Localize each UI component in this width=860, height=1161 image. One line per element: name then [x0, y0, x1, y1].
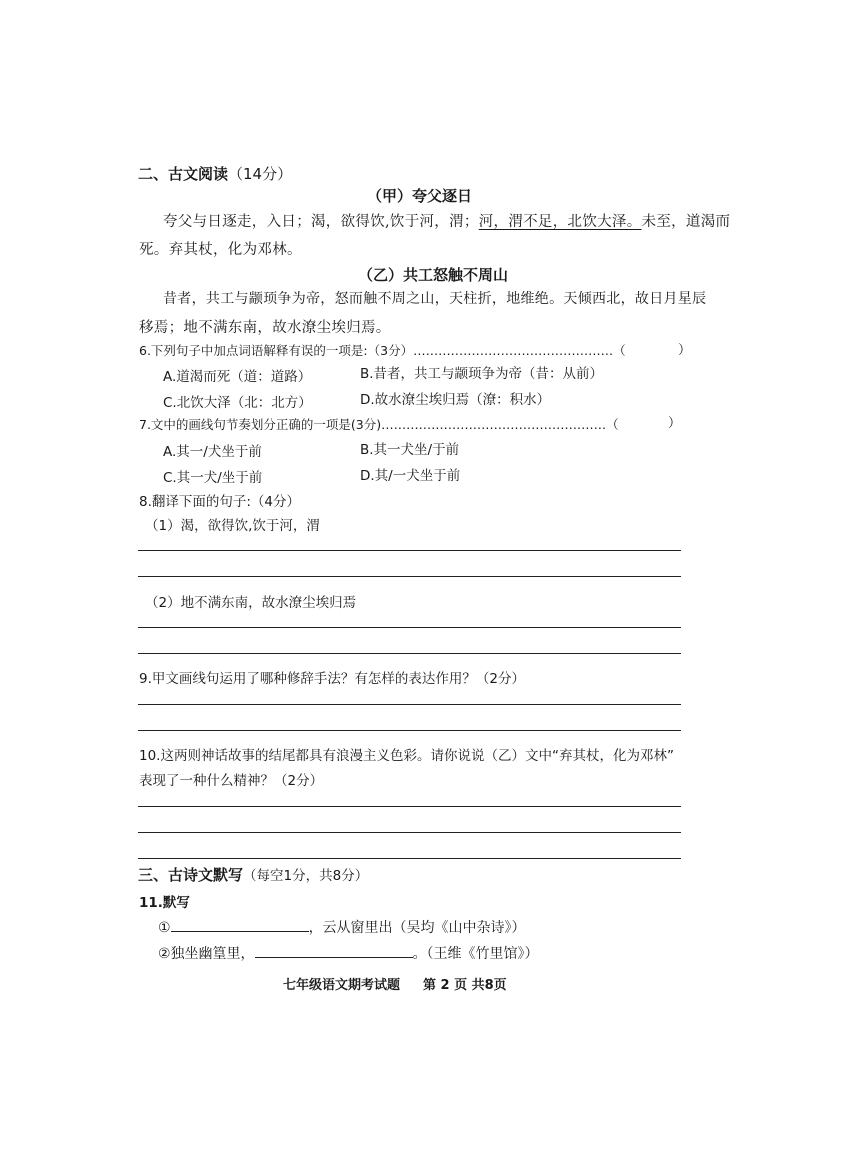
section-2-score: （14分）: [228, 165, 293, 183]
q8-answer-line-1[interactable]: [138, 550, 681, 551]
passage-a-title: （甲）夸父逐日: [367, 187, 473, 205]
passage-b-line-1: 昔者，共工与颛顼争为帝，怒而触不周之山，天柱折，地维绝。天倾西北，故日月星辰: [163, 291, 707, 307]
q10-answer-line-1[interactable]: [138, 806, 681, 807]
section-3-title: 三、古诗文默写: [138, 866, 244, 884]
section-2-title: 二、古文阅读: [138, 165, 229, 183]
q10-stem-line-2: 表现了一种什么精神？（2分）: [139, 773, 324, 789]
q8-answer-line-2[interactable]: [138, 576, 681, 577]
q8-answer-line-3[interactable]: [138, 627, 681, 628]
q11-item-2-blank[interactable]: [255, 943, 413, 958]
q7-option-a: A.其一/犬坐于前: [163, 444, 262, 460]
passage-a-line-1-post: 未至，道渴而: [641, 214, 731, 230]
passage-b-line-2: 移焉；地不满东南，故水潦尘埃归焉。: [139, 320, 391, 336]
q10-answer-line-3[interactable]: [138, 858, 681, 859]
q8-stem: 8.翻译下面的句子:（4分）: [139, 494, 301, 510]
q8-item-1: （1）渴，欲得饮,饮于河，渭: [145, 518, 320, 534]
q11-item-1-text: ，云从窗里出（吴均《山中杂诗》）: [308, 920, 526, 936]
q11-label: 11.默写: [139, 895, 190, 911]
q7-option-c: C.其一犬/坐于前: [163, 470, 263, 486]
footer-page-number: 第 2 页 共8页: [423, 978, 507, 993]
q11-item-2-end: 。（王维《竹里馆》）: [412, 946, 539, 962]
q6-option-a: A.道渴而死（道：道路）: [163, 369, 312, 385]
q8-item-2: （2）地不满东南，故水潦尘埃归焉: [145, 595, 357, 611]
passage-b-title: （乙）共工怒触不周山: [358, 266, 509, 284]
passage-a-underlined-sentence: 河，渭不足，北饮大泽。: [478, 214, 642, 230]
q7-option-b: B.其一犬坐/于前: [360, 442, 460, 458]
section-2-heading: [138, 163, 292, 184]
q6-answer-close-paren: ）: [678, 343, 692, 358]
q8-answer-line-4[interactable]: [138, 653, 681, 654]
q9-answer-line-1[interactable]: [138, 704, 681, 705]
passage-a-line-1: [163, 210, 730, 231]
q9-stem: 9.甲文画线句运用了哪种修辞手法？有怎样的表达作用？（2分）: [139, 671, 525, 687]
q6-stem: 6.下列句子中加点词语解释有误的一项是:（3分）…………………………………………（: [139, 343, 626, 358]
passage-a-line-1-pre: 夸父与日逐走，入日；渴，欲得饮,饮于河，渭；: [163, 214, 479, 230]
q11-item-2: [158, 943, 539, 963]
passage-a-line-2: 死。弃其杖，化为邓林。: [139, 242, 302, 258]
q11-item-1-number: ①: [158, 920, 171, 936]
section-3-heading: [138, 864, 368, 885]
q7-stem: 7.文中的画线句节奏划分正确的一项是(3分)………………………………………………（: [139, 417, 619, 432]
q7-answer-close-paren: ）: [668, 416, 682, 431]
q11-item-2-text: ②独坐幽篁里，: [158, 946, 255, 962]
section-3-score: （每空1分，共8分）: [243, 868, 369, 884]
q11-item-1: [158, 917, 526, 937]
q10-stem-line-1: 10.这两则神话故事的结尾都具有浪漫主义色彩。请你说说（乙）文中“弃其杖，化为邓林”: [139, 748, 674, 764]
footer-subject: 七年级语文期考试题: [283, 978, 401, 993]
q6-option-c: C.北饮大泽（北：北方）: [163, 395, 312, 411]
q7-option-d: D.其/一犬坐于前: [360, 468, 461, 484]
q11-item-1-blank[interactable]: [171, 917, 309, 932]
q6-option-d: D.故水潦尘埃归焉（潦：积水）: [360, 392, 551, 408]
q10-answer-line-2[interactable]: [138, 832, 681, 833]
q6-option-b: B.昔者，共工与颛顼争为帝（昔：从前）: [360, 366, 604, 382]
q9-answer-line-2[interactable]: [138, 730, 681, 731]
